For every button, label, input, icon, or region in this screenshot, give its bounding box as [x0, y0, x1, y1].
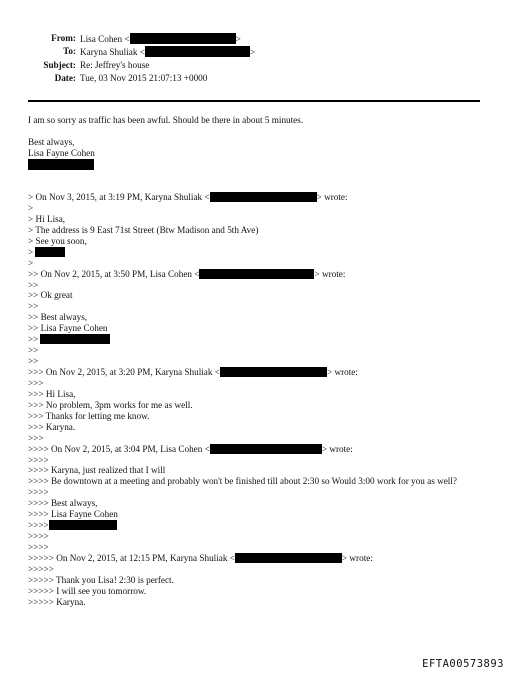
redaction-box — [35, 247, 65, 257]
quote-line: >> — [28, 356, 39, 367]
quote-line: >>> Thanks for letting me know. — [28, 410, 150, 421]
to-name: Karyna Shuliak < — [80, 47, 145, 57]
quote-line: >>>> Karyna, just realized that I will — [28, 465, 166, 476]
quote-header: >>>> On Nov 2, 2015, at 3:04 PM, Lisa Cohen < > wrote: — [28, 443, 353, 454]
redaction-box — [210, 192, 317, 202]
redaction-box — [40, 334, 110, 344]
date-value: Tue, 03 Nov 2015 21:07:13 +0000 — [80, 73, 208, 83]
quote-line: >>>> Lisa Fayne Cohen — [28, 509, 118, 520]
quote-line: >> — [28, 334, 483, 345]
from-value — [80, 33, 241, 45]
message-body — [28, 115, 483, 170]
quote-line: >>>>> Thank you Lisa! 2:30 is perfect. — [28, 574, 174, 585]
quote-line: >>>> — [28, 542, 49, 553]
from-label: From: — [51, 33, 76, 43]
header-divider — [28, 100, 480, 102]
quote-line: >>>>> Karyna. — [28, 596, 86, 607]
date-label: Date: — [54, 73, 76, 83]
quote-line: >>>> — [28, 531, 49, 542]
subject-value: Re: Jeffrey's house — [80, 60, 150, 70]
from-name: Lisa Cohen < — [80, 34, 130, 44]
redaction-box — [235, 553, 342, 563]
to-value — [80, 46, 255, 58]
quote-line: >> Best always, — [28, 312, 88, 323]
subject-label: Subject: — [43, 60, 76, 70]
quote-line: >> Ok great — [28, 290, 73, 301]
quote-line: > The address is 9 East 71st Street (Btw Madison and 5th Ave) — [28, 224, 259, 235]
document-id: EFTA00573893 — [422, 658, 504, 670]
quote-line: >>> Karyna. — [28, 421, 76, 432]
quote-header: >>> On Nov 2, 2015, at 3:20 PM, Karyna Shuliak < > wrote: — [28, 367, 358, 377]
redaction-box — [199, 269, 314, 279]
redaction-box — [210, 444, 322, 454]
quote-line: >>>> — [28, 520, 483, 531]
redaction-box — [220, 367, 327, 377]
quote-line: >>>> — [28, 487, 49, 498]
redaction-box — [49, 520, 117, 530]
signature-redaction-row — [28, 159, 483, 170]
quote-line: >> — [28, 301, 39, 312]
quote-header: >>>>> On Nov 2, 2015, at 12:15 PM, Karyna Shuliak < > wrote: — [28, 552, 373, 563]
quoted-thread — [28, 192, 483, 608]
redaction-box — [145, 46, 250, 57]
quote-line: > — [28, 202, 34, 213]
signature: Lisa Fayne Cohen — [28, 147, 95, 158]
quote-line: >> Lisa Fayne Cohen — [28, 323, 108, 334]
signoff: Best always, — [28, 136, 75, 147]
quote-line: > — [28, 257, 34, 268]
quote-line: > See you soon, — [28, 235, 87, 246]
to-suffix: > — [249, 47, 256, 57]
quote-line: >>>>> I will see you tomorrow. — [28, 585, 147, 596]
quote-line: >>>>> — [28, 563, 54, 574]
from-suffix: > — [235, 34, 241, 44]
quote-line: >> — [28, 279, 39, 290]
quote-line: >>>> Be downtown at a meeting and probably won't be finished till about 2:30 so Would 3:00 work for you as well? — [28, 476, 457, 487]
quote-line: >>>> Best always, — [28, 498, 98, 509]
quote-header: > On Nov 3, 2015, at 3:19 PM, Karyna Shuliak < > wrote: — [28, 192, 348, 202]
to-label: To: — [63, 46, 76, 56]
quote-line: >>> Hi Lisa, — [28, 388, 76, 399]
redaction-box — [28, 159, 94, 170]
quote-line: > — [28, 247, 483, 258]
quote-line: >> — [28, 345, 39, 356]
quote-line: >>> — [28, 432, 44, 443]
quote-header: >> On Nov 2, 2015, at 3:50 PM, Lisa Cohen < > wrote: — [28, 268, 346, 279]
redaction-box — [130, 33, 236, 44]
quote-line: >>>> — [28, 454, 49, 465]
quote-line: >>> — [28, 377, 44, 388]
quote-line: > Hi Lisa, — [28, 213, 66, 224]
quote-line: >>> No problem, 3pm works for me as well. — [28, 399, 193, 410]
message-text: I am so sorry as traffic has been awful. Should be there in about 5 minutes. — [28, 115, 304, 125]
